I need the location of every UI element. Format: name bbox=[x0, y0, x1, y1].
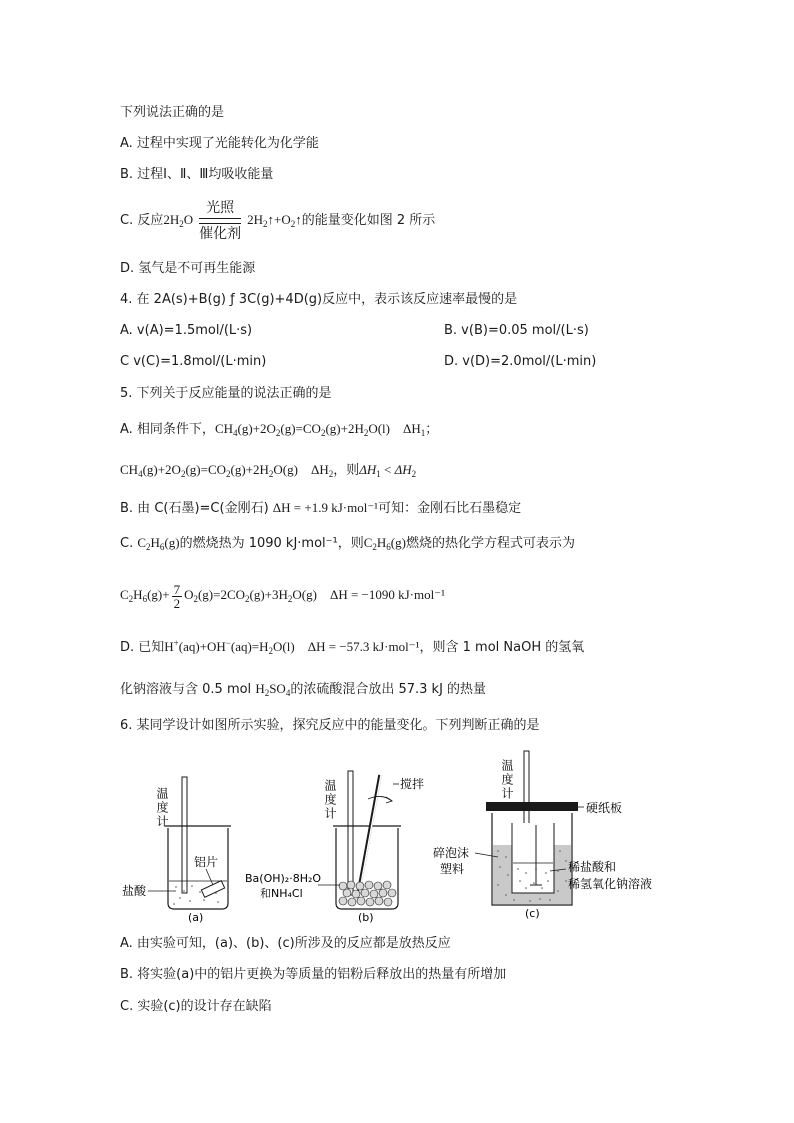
ethane-dh: ΔH = −1090 kJ·mol⁻¹ bbox=[329, 587, 445, 602]
q4-option-a: A. v(A)=1.5mol/(L·s) bbox=[120, 323, 253, 338]
acid-label: 盐酸 bbox=[122, 884, 147, 898]
q5-option-c-equation bbox=[120, 578, 445, 613]
thermometer-label-a: 温度计 bbox=[155, 787, 169, 829]
neutralization-dh: ΔH = −57.3 kJ·mol⁻¹ bbox=[307, 639, 420, 654]
stirring-rod bbox=[358, 775, 380, 895]
equation-water-left: $2H_2O$ bbox=[163, 212, 194, 229]
q3-option-b: B. 过程Ⅰ、Ⅱ、Ⅲ均吸收能量 bbox=[120, 167, 274, 182]
q5-option-b-prefix: B. 由 C(石墨)=C(金刚石) bbox=[120, 501, 273, 516]
reaction-condition bbox=[199, 199, 241, 243]
beaker-a bbox=[122, 777, 231, 924]
q5-option-d bbox=[120, 638, 584, 657]
reagent-label-1: Ba(OH)₂·8H₂O bbox=[245, 872, 322, 885]
neutralization-equation: $H^+(aq)+OH^-(aq)=H_2O(l)$ bbox=[164, 638, 308, 656]
dh-comparison: $\Delta H_1 < \Delta H_2$ bbox=[359, 462, 417, 479]
q5-option-b-suffix: 可知：金刚石比石墨稳定 bbox=[378, 501, 522, 516]
q5-option-a-prefix: A. 相同条件下， bbox=[120, 422, 215, 437]
reagent-label-2: 和NH₄Cl bbox=[260, 887, 303, 900]
equation-products: $2H_2↑+O_2↑$ bbox=[247, 212, 302, 229]
stir-label: 搅拌 bbox=[400, 777, 425, 791]
q5-option-d2-prefix: 化钠溶液与含 0.5 mol bbox=[120, 682, 256, 697]
ethane-combustion-equation: $C_2H_6(g)+$ $\frac{7}{2}$ $O_2(g)=2CO_2(g)+3H_2O(g)$ bbox=[120, 581, 330, 611]
q3-option-d: D. 氢气是不可再生能源 bbox=[120, 261, 256, 276]
experiment-figure bbox=[110, 745, 680, 925]
equal-arrow bbox=[199, 218, 241, 224]
aluminum-foil bbox=[201, 881, 224, 898]
q4-option-b: B. v(B)=0.05 mol/(L·s) bbox=[444, 323, 589, 338]
q5-stem: 5. 下列关于反应能量的说法正确的是 bbox=[120, 386, 332, 401]
q5-option-d-line2 bbox=[120, 680, 486, 699]
equation-methane-gas: $CH_4(g)+2O_2(g)=CO_2(g)+2H_2O(g)$ $\Delta H_2$ bbox=[120, 462, 334, 479]
q3-option-c bbox=[120, 198, 435, 243]
thermometer-label-b: 温度计 bbox=[323, 779, 337, 821]
foil-label: 铝片 bbox=[194, 855, 219, 869]
caption-b: (b) bbox=[358, 911, 374, 924]
thermometer-label-c: 温度计 bbox=[500, 759, 514, 801]
beaker-b bbox=[245, 771, 424, 924]
ethane-formula-2: $C_2H_6(g)$ bbox=[363, 535, 406, 552]
q5-option-c-suffix: 燃烧的热化学方程式可表示为 bbox=[405, 536, 575, 551]
q5-option-b bbox=[120, 499, 521, 518]
q3-stem: 下列说法正确的是 bbox=[120, 105, 225, 120]
q5-option-a-line2 bbox=[120, 461, 416, 480]
q3-option-c-suffix: 的能量变化如图 2 所示 bbox=[301, 213, 436, 228]
thermometer-a bbox=[182, 777, 187, 893]
q3-option-c-prefix: C. 反应 bbox=[120, 213, 164, 228]
inner-beaker bbox=[512, 823, 554, 893]
q6-option-a: A. 由实验可知，(a)、(b)、(c)所涉及的反应都是放热反应 bbox=[120, 936, 451, 951]
sulfuric-acid-formula: $H_2SO_4$ bbox=[255, 681, 291, 698]
foam-label-1: 碎泡沫 bbox=[433, 846, 470, 860]
solution-label-1: 稀盐酸和 bbox=[568, 860, 617, 874]
q5-option-b-value: ΔH = +1.9 kJ·mol⁻¹ bbox=[272, 500, 379, 515]
solution-label-2: 稀氢氧化钠溶液 bbox=[568, 877, 653, 891]
q6-option-c: C. 实验(c)的设计存在缺陷 bbox=[120, 999, 272, 1014]
caption-c: (c) bbox=[525, 907, 540, 920]
solid-reagents bbox=[339, 881, 396, 906]
board-label: 硬纸板 bbox=[586, 801, 623, 815]
q6-stem: 6. 某同学设计如图所示实验，探究反应中的能量变化。下列判断正确的是 bbox=[120, 718, 540, 733]
q5-option-c-prefix: C. bbox=[120, 536, 138, 551]
calorimeter-c bbox=[433, 751, 652, 920]
caption-a: (a) bbox=[188, 911, 204, 924]
q4-option-c: C v(C)=1.8mol/(L·min) bbox=[120, 354, 267, 369]
condition-catalyst: 催化剂 bbox=[199, 225, 242, 242]
condition-light: 光照 bbox=[206, 199, 235, 216]
foam-label-2: 塑料 bbox=[440, 862, 465, 876]
equation-methane-liquid: $CH_4(g)+2O_2(g)=CO_2(g)+2H_2O(l)$ $\Delta H_1$ bbox=[214, 421, 426, 438]
thermometer-b bbox=[348, 771, 353, 895]
q5-option-c bbox=[120, 534, 575, 553]
q5-option-a-tail: ； bbox=[425, 422, 439, 437]
q6-option-b: B. 将实验(a)中的铝片更换为等质量的铝粉后释放出的热量有所增加 bbox=[120, 967, 507, 982]
q5-option-c-mid: 的燃烧热为 1090 kJ·mol⁻¹，则 bbox=[179, 536, 364, 551]
q4-option-d: D. v(D)=2.0mol/(L·min) bbox=[444, 354, 597, 369]
q3-option-a: A. 过程中实现了光能转化为化学能 bbox=[120, 136, 319, 151]
q5-option-a bbox=[120, 420, 438, 439]
ethane-formula: $C_2H_6(g)$ bbox=[137, 535, 180, 552]
q5-option-d2-suffix: 的浓硫酸混合放出 57.3 kJ 的热量 bbox=[290, 682, 487, 697]
q4-stem: 4. 在 2A(s)+B(g) ƒ 3C(g)+4D(g)反应中，表示该反应速率最慢的是 bbox=[120, 292, 518, 307]
q5-option-a2-tail: ，则 bbox=[333, 463, 360, 478]
q5-option-d-suffix: ，则含 1 mol NaOH 的氢氧 bbox=[419, 640, 585, 655]
q5-option-d-prefix: D. 已知 bbox=[120, 640, 165, 655]
cardboard-lid bbox=[486, 802, 578, 811]
